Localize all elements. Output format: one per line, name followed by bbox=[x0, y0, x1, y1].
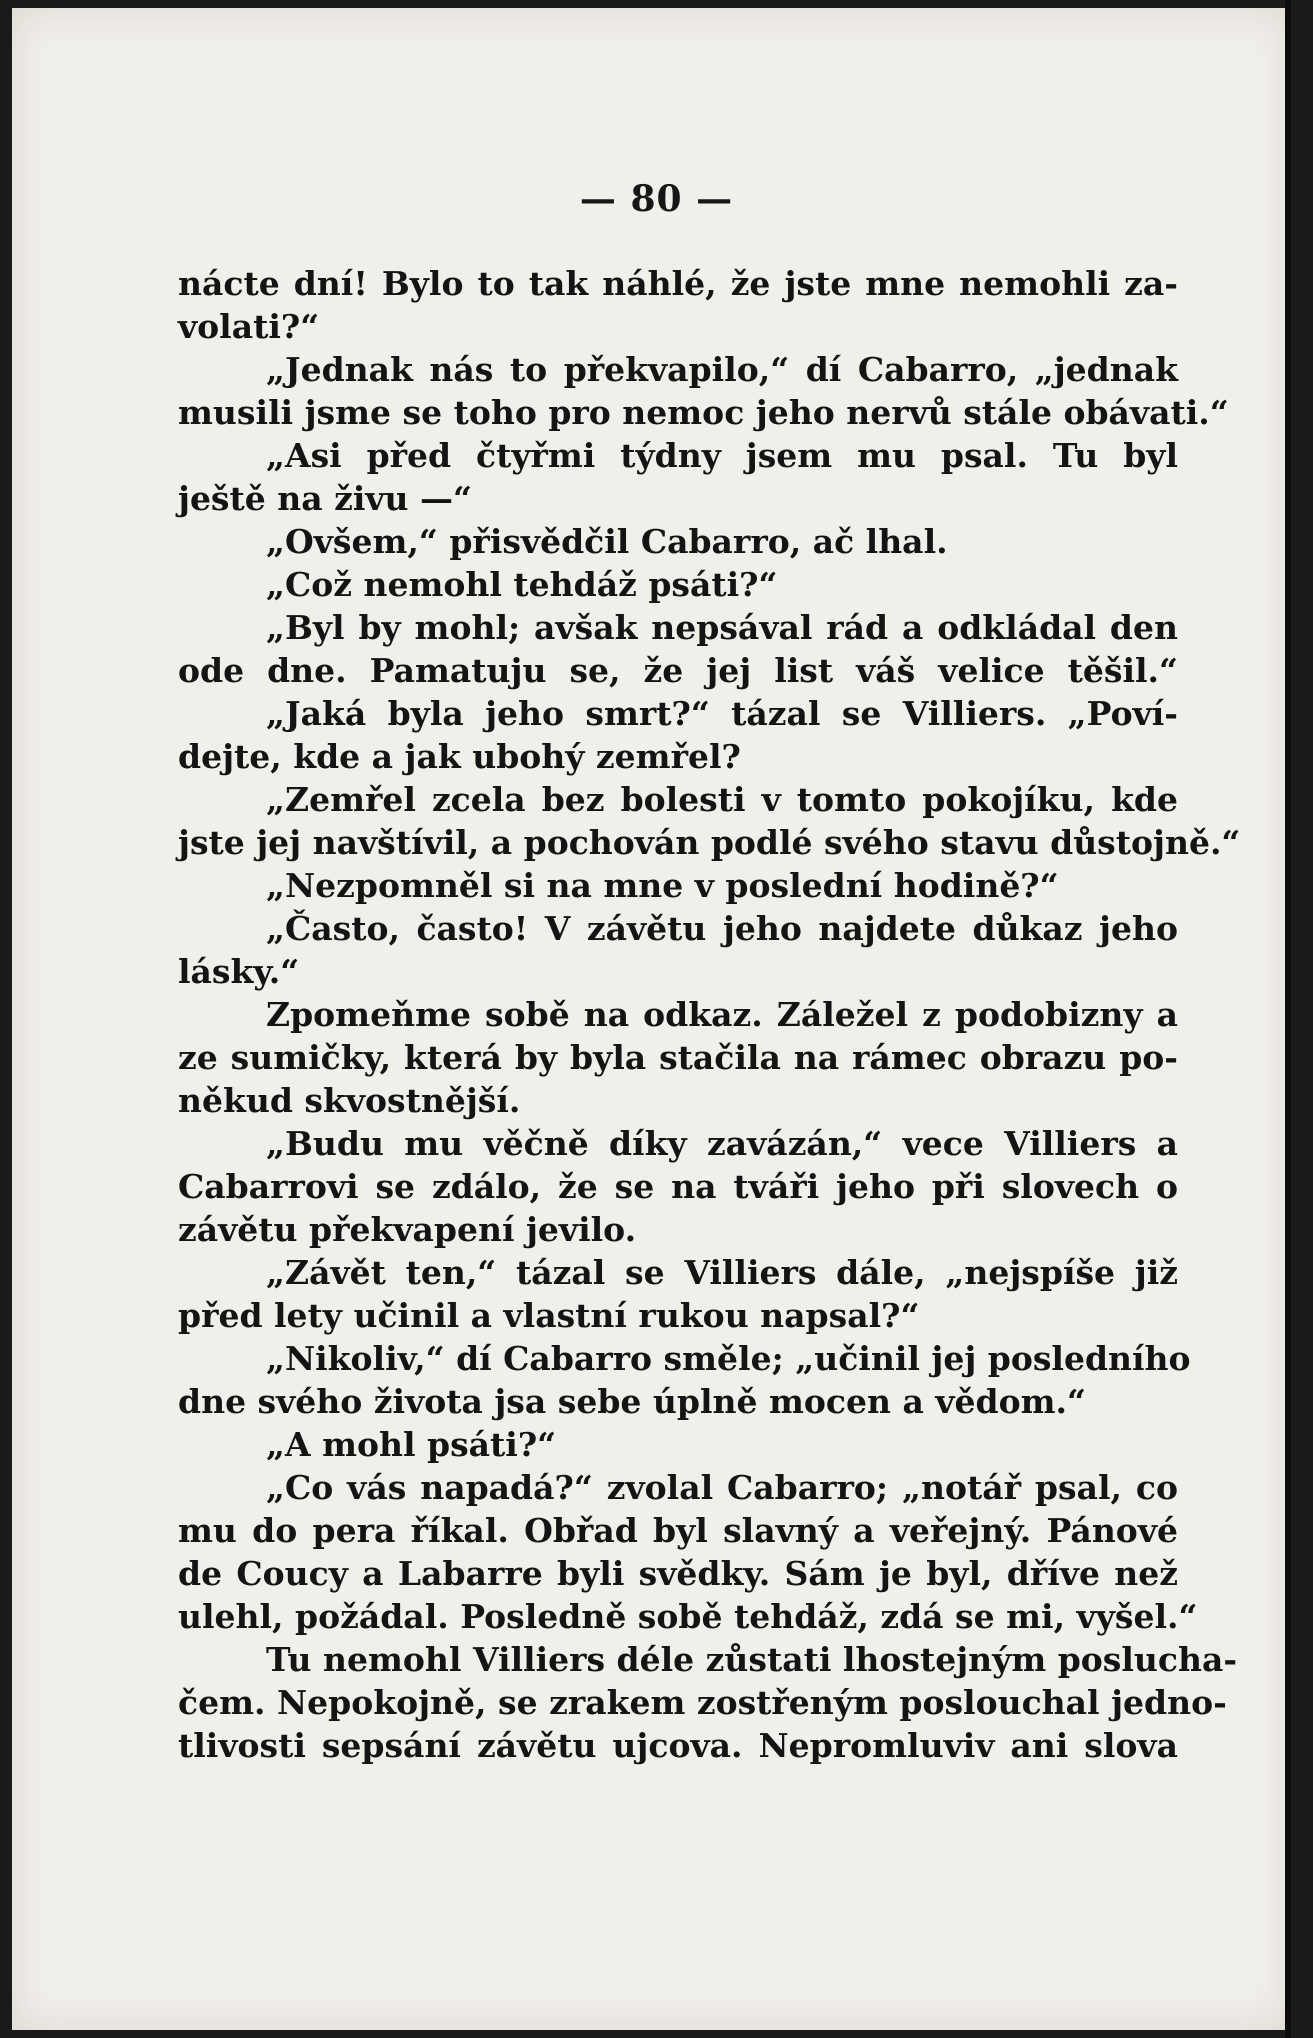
text-line: „Jednak nás to překvapilo,“ dí Cabarro, „jednak bbox=[266, 350, 1178, 389]
page-number: — 80 — bbox=[579, 178, 734, 220]
text-line: volati?“ bbox=[178, 307, 320, 346]
text-line: ještě na živu —“ bbox=[178, 479, 473, 518]
text-line: před lety učinil a vlastní rukou napsal?“ bbox=[178, 1296, 920, 1335]
text-line: de Coucy a Labarre byli svědky. Sám je byl, dříve než bbox=[178, 1554, 1178, 1593]
text-line: ode dne. Pamatuju se, že jej list váš velice těšil.“ bbox=[178, 651, 1178, 690]
body-text bbox=[178, 262, 1241, 1767]
text-line: ulehl, požádal. Posledně sobě tehdáž, zdá se mi, vyšel.“ bbox=[178, 1597, 1198, 1636]
text-line: ze sumičky, která by byla stačila na rámec obrazu po- bbox=[178, 1038, 1178, 1077]
text-line: někud skvostnější. bbox=[178, 1081, 521, 1120]
text-line: čem. Nepokojně, se zrakem zostřeným poslouchal jedno- bbox=[178, 1683, 1227, 1722]
text-line: závětu překvapení jevilo. bbox=[178, 1210, 637, 1249]
text-line: „A mohl psáti?“ bbox=[266, 1425, 557, 1464]
text-line: „Asi před čtyřmi týdny jsem mu psal. Tu byl bbox=[266, 436, 1178, 475]
text-line: musili jsme se toho pro nemoc jeho nervů stále obávati.“ bbox=[178, 393, 1229, 432]
text-line: „Jaká byla jeho smrt?“ tázal se Villiers. „Poví- bbox=[266, 694, 1178, 733]
text-line: tlivosti sepsání závětu ujcova. Nepromluviv ani slova bbox=[178, 1726, 1178, 1765]
text-line: lásky.“ bbox=[178, 952, 300, 991]
text-line: „Zemřel zcela bez bolesti v tomto pokojíku, kde bbox=[266, 780, 1178, 819]
text-line: „Budu mu věčně díky zavázán,“ vece Villiers a bbox=[266, 1124, 1178, 1163]
text-line: „Což nemohl tehdáž psáti?“ bbox=[266, 565, 778, 604]
text-line: jste jej navštívil, a pochován podlé svého stavu důstojně.“ bbox=[178, 823, 1241, 862]
text-line: dne svého života jsa sebe úplně mocen a vědom.“ bbox=[178, 1382, 1086, 1421]
text-line: Zpomeňme sobě na odkaz. Záležel z podobizny a bbox=[266, 995, 1178, 1034]
text-line: „Nezpomněl si na mne v poslední hodině?“ bbox=[266, 866, 1059, 905]
text-line: „Byl by mohl; avšak nepsával rád a odkládal den bbox=[266, 608, 1178, 647]
text-line: dejte, kde a jak ubohý zemřel? bbox=[178, 737, 741, 776]
text-line: „Ovšem,“ přisvědčil Cabarro, ač lhal. bbox=[266, 522, 948, 561]
text-line: Tu nemohl Villiers déle zůstati lhostejným posluchа- bbox=[266, 1640, 1238, 1679]
page-edge-shadow bbox=[1285, 0, 1291, 2038]
text-line: „Závět ten,“ tázal se Villiers dále, „nejspíše již bbox=[266, 1253, 1178, 1292]
text-line: „Často, často! V závětu jeho najdete důkaz jeho bbox=[266, 909, 1178, 948]
text-line: „Co vás napadá?“ zvolal Cabarro; „notář psal, co bbox=[266, 1468, 1178, 1507]
text-line: „Nikoliv,“ dí Cabarro směle; „učinil jej posledního bbox=[266, 1339, 1191, 1378]
text-line: mu do pera říkal. Obřad byl slavný a veřejný. Pánové bbox=[178, 1511, 1178, 1550]
text-line: nácte dní! Bylo to tak náhlé, že jste mne nemohli za- bbox=[178, 264, 1178, 303]
text-line: Cabarrovi se zdálo, že se na tváři jeho při slovech o bbox=[178, 1167, 1178, 1206]
